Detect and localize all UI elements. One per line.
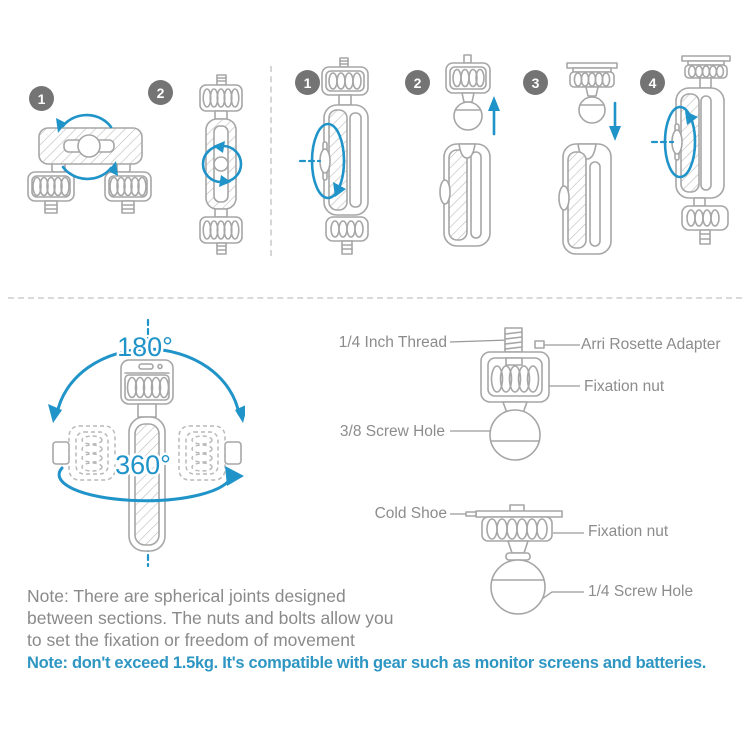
pull-up-arrow-icon xyxy=(488,96,500,134)
leader-line xyxy=(450,340,509,342)
clamp-top-view-illustration xyxy=(22,103,152,218)
arm-side-view-illustration xyxy=(198,74,244,256)
rotation-range-illustration xyxy=(45,318,245,568)
rotation-180-label: 180° xyxy=(117,332,173,362)
step-badge: 2 xyxy=(148,80,173,105)
insert-down-arrow-icon xyxy=(609,103,621,141)
step-badge: 1 xyxy=(29,86,54,111)
step-badge: 1 xyxy=(295,70,320,95)
note-weight-limit: Note: don't exceed 1.5kg. It's compatible with gear such as monitor screens and batteries. xyxy=(27,653,707,672)
step-badge: 3 xyxy=(523,70,548,95)
step3-insert-ball-illustration xyxy=(533,58,633,258)
part-label-screw-hole: 1/4 Screw Hole xyxy=(588,583,694,600)
step-badge: 4 xyxy=(640,70,665,95)
step1-loosen-lever-illustration xyxy=(292,56,397,264)
horizontal-dashed-divider xyxy=(8,297,742,299)
note-spherical-joints: Note: There are spherical joints designed between sections. The nuts and bolts allow you to set the fixation or freedom of movement xyxy=(27,586,394,650)
part-label-fixation-nut: Fixation nut xyxy=(588,523,669,540)
part-label-screw-hole: 3/8 Screw Hole xyxy=(339,423,445,440)
part-label-thread: 1/4 Inch Thread xyxy=(338,334,447,351)
part-label-fixation-nut: Fixation nut xyxy=(584,378,665,395)
knurled-knob xyxy=(28,172,74,213)
part-label-arri-adapter: Arri Rosette Adapter xyxy=(581,336,721,353)
vertical-dashed-divider xyxy=(270,66,272,256)
step-badge: 2 xyxy=(405,70,430,95)
step4-tighten-lever-illustration xyxy=(640,54,740,256)
side-knob-dashed xyxy=(53,426,115,480)
part-label-cold-shoe: Cold Shoe xyxy=(374,505,447,522)
rotation-360-label: 360° xyxy=(115,450,171,480)
knurled-knob xyxy=(105,172,151,213)
step2-pull-ball-illustration xyxy=(415,54,510,254)
